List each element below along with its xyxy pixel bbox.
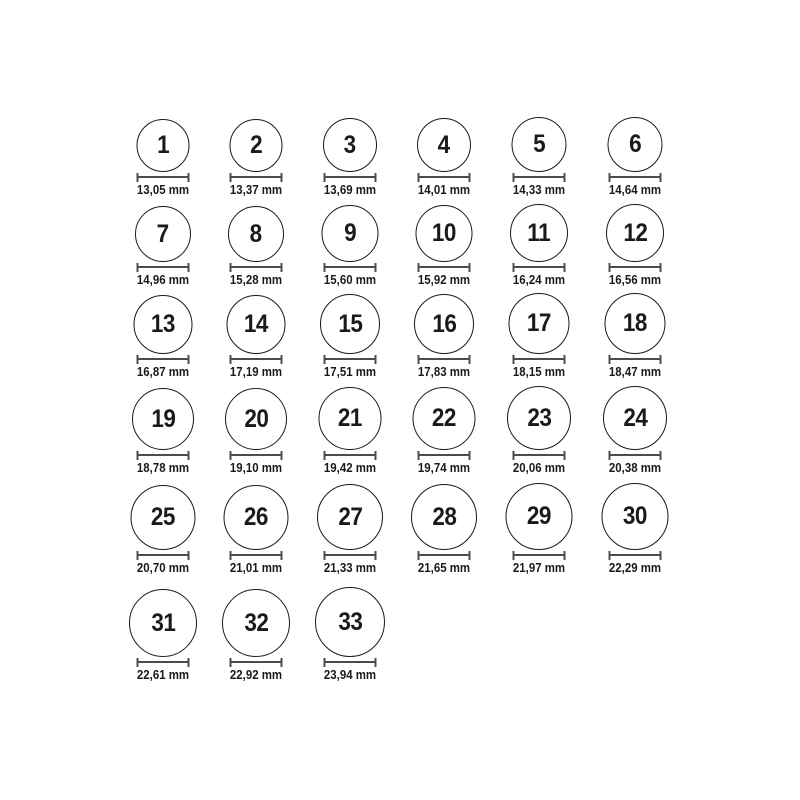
measure-bar xyxy=(418,454,471,456)
ring-diameter-label: 19,10 mm xyxy=(229,460,283,475)
ring-size-item xyxy=(116,365,210,479)
measure-tick-right-icon xyxy=(375,658,377,667)
ring-size-number: 24 xyxy=(622,403,648,432)
measure-tick-right-icon xyxy=(281,551,283,560)
measure-tick-right-icon xyxy=(188,451,190,460)
ring-circle xyxy=(227,295,286,354)
measure-bar xyxy=(137,358,190,360)
measure-tick-right-icon xyxy=(281,451,283,460)
ring-size-number: 31 xyxy=(150,608,176,637)
diameter-measure-line xyxy=(513,355,566,364)
ring-size-item xyxy=(492,365,586,479)
ring-diameter-label: 14,96 mm xyxy=(136,272,190,287)
ring-size-number: 32 xyxy=(243,608,269,637)
measure-tick-right-icon xyxy=(281,658,283,667)
measure-bar xyxy=(324,454,377,456)
ring-size-number: 17 xyxy=(526,309,552,337)
ring-diameter-label: 18,15 mm xyxy=(512,364,566,379)
ring-size-number: 10 xyxy=(431,219,457,247)
diameter-measure-line xyxy=(324,355,377,364)
ring-size-number: 7 xyxy=(156,219,170,248)
ring-circle xyxy=(320,294,380,354)
measure-bar xyxy=(230,661,283,663)
ring-size-number: 16 xyxy=(431,309,457,338)
measure-bar xyxy=(137,454,190,456)
ring-diameter-label: 14,33 mm xyxy=(512,182,566,197)
measure-tick-right-icon xyxy=(375,355,377,364)
ring-size-number: 33 xyxy=(337,607,363,636)
ring-diameter-label: 20,06 mm xyxy=(512,460,566,475)
ring-diameter-label: 17,51 mm xyxy=(323,364,377,379)
ring-size-item xyxy=(209,465,303,579)
diameter-measure-line xyxy=(609,451,662,460)
ring-diameter-label: 13,69 mm xyxy=(323,182,377,197)
measure-bar xyxy=(324,358,377,360)
measure-bar xyxy=(230,454,283,456)
diameter-measure-line xyxy=(230,551,283,560)
measure-bar xyxy=(513,266,566,268)
ring-diameter-label: 13,37 mm xyxy=(229,182,283,197)
ring-circle xyxy=(230,119,283,172)
measure-tick-right-icon xyxy=(564,355,566,364)
measure-bar xyxy=(609,454,662,456)
diameter-measure-line xyxy=(137,658,190,667)
ring-size-number: 19 xyxy=(150,404,176,433)
diameter-measure-line xyxy=(230,355,283,364)
ring-circle xyxy=(608,117,663,172)
ring-diameter-label: 17,83 mm xyxy=(417,364,471,379)
ring-size-number: 22 xyxy=(431,404,457,432)
diameter-measure-line xyxy=(137,451,190,460)
ring-size-number: 1 xyxy=(156,131,170,159)
ring-size-item xyxy=(116,465,210,579)
ring-size-number: 25 xyxy=(150,503,176,531)
ring-size-number: 20 xyxy=(243,404,269,433)
ring-diameter-label: 16,87 mm xyxy=(136,364,190,379)
measure-bar xyxy=(513,358,566,360)
diameter-measure-line xyxy=(324,451,377,460)
measure-tick-right-icon xyxy=(469,551,471,560)
measure-tick-right-icon xyxy=(469,355,471,364)
ring-circle xyxy=(506,483,573,550)
ring-diameter-label: 17,19 mm xyxy=(229,364,283,379)
ring-size-item xyxy=(492,465,586,579)
ring-diameter-label: 22,61 mm xyxy=(136,667,190,682)
ring-circle xyxy=(131,485,196,550)
ring-diameter-label: 20,70 mm xyxy=(136,560,190,575)
ring-circle xyxy=(413,387,476,450)
measure-bar xyxy=(230,266,283,268)
ring-size-item xyxy=(397,365,491,479)
measure-tick-right-icon xyxy=(564,451,566,460)
diameter-measure-line xyxy=(230,451,283,460)
measure-bar xyxy=(324,661,377,663)
diameter-measure-line xyxy=(609,355,662,364)
ring-size-number: 4 xyxy=(437,130,451,159)
ring-diameter-label: 21,97 mm xyxy=(512,560,566,575)
measure-tick-right-icon xyxy=(660,551,662,560)
measure-tick-right-icon xyxy=(564,551,566,560)
ring-size-item xyxy=(588,365,682,479)
ring-size-item xyxy=(397,465,491,579)
measure-bar xyxy=(609,358,662,360)
ring-diameter-label: 20,38 mm xyxy=(608,460,662,475)
ring-circle xyxy=(509,293,570,354)
measure-bar xyxy=(137,661,190,663)
ring-circle xyxy=(510,204,568,262)
measure-tick-right-icon xyxy=(469,451,471,460)
ring-size-number: 29 xyxy=(526,502,552,530)
diameter-measure-line xyxy=(324,551,377,560)
ring-circle xyxy=(137,119,190,172)
measure-tick-right-icon xyxy=(188,658,190,667)
ring-size-number: 11 xyxy=(527,218,551,247)
ring-size-number: 27 xyxy=(337,502,363,531)
ring-diameter-label: 16,56 mm xyxy=(608,272,662,287)
ring-diameter-label: 21,65 mm xyxy=(417,560,471,575)
measure-bar xyxy=(513,554,566,556)
ring-size-item xyxy=(303,365,397,479)
ring-circle xyxy=(606,204,664,262)
ring-circle xyxy=(416,205,473,262)
ring-size-number: 2 xyxy=(249,131,263,159)
measure-bar xyxy=(230,554,283,556)
ring-circle xyxy=(225,388,287,450)
ring-diameter-label: 22,92 mm xyxy=(229,667,283,682)
diameter-measure-line xyxy=(513,451,566,460)
ring-size-number: 18 xyxy=(622,309,648,337)
ring-circle xyxy=(417,118,471,172)
measure-tick-right-icon xyxy=(660,451,662,460)
ring-circle xyxy=(222,589,290,657)
ring-size-number: 6 xyxy=(628,130,642,158)
diameter-measure-line xyxy=(230,658,283,667)
ring-size-number: 13 xyxy=(150,310,176,338)
measure-tick-right-icon xyxy=(281,355,283,364)
diameter-measure-line xyxy=(513,551,566,560)
ring-diameter-label: 15,92 mm xyxy=(417,272,471,287)
ring-diameter-label: 13,05 mm xyxy=(136,182,190,197)
diameter-measure-line xyxy=(324,658,377,667)
ring-size-number: 8 xyxy=(249,219,263,248)
ring-size-number: 26 xyxy=(243,503,269,531)
ring-circle xyxy=(224,485,289,550)
ring-diameter-label: 19,74 mm xyxy=(417,460,471,475)
ring-size-number: 21 xyxy=(337,404,363,432)
ring-size-item xyxy=(116,572,210,686)
measure-bar xyxy=(137,554,190,556)
ring-size-number: 15 xyxy=(337,309,363,338)
ring-size-number: 28 xyxy=(431,502,457,531)
ring-size-number: 14 xyxy=(243,310,269,338)
measure-tick-right-icon xyxy=(660,355,662,364)
ring-circle xyxy=(317,484,383,550)
ring-diameter-label: 21,33 mm xyxy=(323,560,377,575)
ring-size-item xyxy=(588,465,682,579)
ring-circle xyxy=(134,295,193,354)
diameter-measure-line xyxy=(137,355,190,364)
measure-bar xyxy=(418,554,471,556)
ring-diameter-label: 21,01 mm xyxy=(229,560,283,575)
ring-size-item xyxy=(209,365,303,479)
measure-tick-right-icon xyxy=(188,355,190,364)
ring-circle xyxy=(411,484,477,550)
ring-size-number: 3 xyxy=(343,130,357,159)
diameter-measure-line xyxy=(418,355,471,364)
measure-tick-right-icon xyxy=(188,551,190,560)
measure-bar xyxy=(137,266,190,268)
ring-diameter-label: 14,01 mm xyxy=(417,182,471,197)
measure-tick-right-icon xyxy=(375,451,377,460)
ring-circle xyxy=(603,386,667,450)
ring-diameter-label: 23,94 mm xyxy=(323,667,377,682)
ring-diameter-label: 18,78 mm xyxy=(136,460,190,475)
ring-size-number: 9 xyxy=(343,219,357,247)
diameter-measure-line xyxy=(137,551,190,560)
ring-circle xyxy=(507,386,571,450)
diameter-measure-line xyxy=(609,551,662,560)
measure-bar xyxy=(609,554,662,556)
ring-size-number: 30 xyxy=(622,502,648,530)
ring-circle xyxy=(129,589,197,657)
diameter-measure-line xyxy=(418,551,471,560)
measure-tick-right-icon xyxy=(375,551,377,560)
ring-circle xyxy=(602,483,669,550)
ring-diameter-label: 15,60 mm xyxy=(323,272,377,287)
ring-circle xyxy=(132,388,194,450)
measure-bar xyxy=(418,358,471,360)
ring-circle xyxy=(319,387,382,450)
ring-circle xyxy=(322,205,379,262)
ring-size-number: 12 xyxy=(622,218,648,247)
ring-circle xyxy=(135,206,191,262)
measure-bar xyxy=(513,454,566,456)
ring-circle xyxy=(228,206,284,262)
ring-diameter-label: 15,28 mm xyxy=(229,272,283,287)
ring-size-number: 5 xyxy=(532,130,546,158)
ring-diameter-label: 16,24 mm xyxy=(512,272,566,287)
ring-size-item xyxy=(209,572,303,686)
ring-size-item xyxy=(303,465,397,579)
ring-circle xyxy=(315,587,385,657)
ring-diameter-label: 18,47 mm xyxy=(608,364,662,379)
ring-diameter-label: 19,42 mm xyxy=(323,460,377,475)
measure-bar xyxy=(230,358,283,360)
measure-bar xyxy=(418,266,471,268)
measure-bar xyxy=(609,266,662,268)
ring-circle xyxy=(323,118,377,172)
measure-bar xyxy=(324,266,377,268)
ring-size-item xyxy=(303,572,397,686)
measure-bar xyxy=(324,554,377,556)
ring-diameter-label: 14,64 mm xyxy=(608,182,662,197)
ring-circle xyxy=(605,293,666,354)
ring-size-number: 23 xyxy=(526,403,552,432)
ring-circle xyxy=(414,294,474,354)
diameter-measure-line xyxy=(418,451,471,460)
ring-diameter-label: 22,29 mm xyxy=(608,560,662,575)
ring-circle xyxy=(512,117,567,172)
